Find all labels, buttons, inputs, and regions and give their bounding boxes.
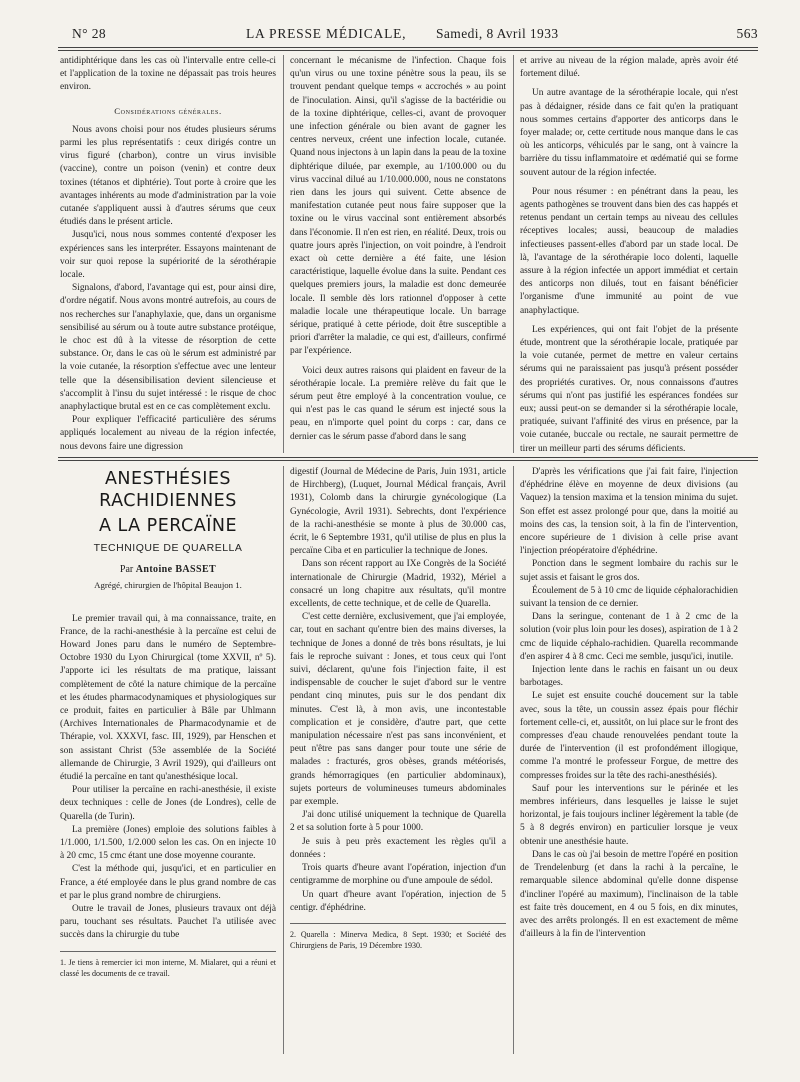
- paragraph: digestif (Journal de Médecine de Paris, Juin 1931, article de Hirchberg), (Luquet, Journal Médical français, Avril 1931), Colomb dans la chirurgie gynécologique (La Gynécologie, Avril 1931). Sebrechts, dont l'expérience de la rachi-anesthésie se monte à plus de 30.000 cas, écrit, le 6 Septembre 1931, qu'il utilise de plus en plus la percaïne Ciba et en particulier la technique de Jones.: [290, 467, 506, 557]
- paragraph: J'ai donc utilisé uniquement la technique de Quarella 2 et sa solution forte à 5 pour 1000.: [290, 810, 506, 834]
- paragraph: Dans son récent rapport au IXe Congrès de la Société internationale de Chirurgie (Madrid, 1932), Mériel a consacré un long chapitre aux résultats, qu'il montre excellents, de cette technique, et de celle de Quarella.: [290, 559, 506, 610]
- article-title-line-2: A LA PERCAÏNE: [98, 516, 238, 536]
- paragraph: Les expériences, qui ont fait l'objet de la présente étude, montrent que la sérothérapie locale, pratiquée par la voie cutanée, permet de mettre en valeur certains sérums qui ne paraissaient pas jusqu'à présent posséder des propriétés curatives. Or, nous connaissons d'autres sérums qui n'ont pas justifié les espérances fondées sur eux; aussi peut-on se demander si la sérothérapie locale, pratiquée, suivant l'affinité des virus en présence, par la voie cutanée, buccale ou rectale, ne saurait permettre de tirer un meilleur parti des sérums déficients.: [520, 324, 738, 454]
- author-line: [60, 563, 276, 576]
- paragraph: Outre le travail de Jones, plusieurs travaux ont déjà paru, touchant ses résultats. Pauchet l'a utilisée avec succès dans la chirurgie du tube: [60, 904, 276, 941]
- column-divider: [513, 466, 514, 1054]
- section-heading: Considérations générales.: [114, 105, 222, 116]
- paragraph: Pour expliquer l'efficacité particulière des sérums appliqués localement au niveau de la région infectée, nous devons faire une digression: [60, 415, 276, 452]
- paragraph: Je suis à peu près exactement les règles qu'il a données :: [290, 836, 506, 860]
- paragraph: Signalons, d'abord, l'avantage qui est, pour ainsi dire, d'ordre négatif. Nous avons montré autrefois, au cours de nos recherches sur l'anaphylaxie, que, dans un organisme sensibilisé au sérum ou à toute autre substance protéique, le choc est dû à la vitesse de résorption de cette substance. Or, dans le cas où le sérum est administré par la voie cutanée, la résorption s'effectue avec une lenteur telle que la désensibilisation devient silencieuse et s'accomplit à l'insu du sujet intéressé : le risque de choc anaphylactique brutal est en ce cas complètement exclu.: [60, 283, 276, 413]
- paragraph: Ponction dans le segment lombaire du rachis sur le sujet assis et faisant le gros dos.: [520, 559, 738, 583]
- header-rule: [58, 47, 758, 51]
- paragraph: Un quart d'heure avant l'opération, injection de 5 centigr. d'éphédrine.: [290, 889, 506, 913]
- issue-date: Samedi, 8 Avril 1933: [436, 26, 559, 41]
- paragraph: Dans le cas où j'ai besoin de mettre l'opéré en position de Trendelenburg (et dans la rachi à la percaïne, le remarquable silence abdominal qu'elle donne dispense d'incliner l'opéré au maximum), l'inclinaison de la table est faite très doucement, en 4 ou 5 fois, en dix minutes, avec des arrêts prolongés. Il en est exactement de même d'ailleurs à la fin de l'intervention: [520, 849, 738, 940]
- paragraph: Écoulement de 5 à 10 cmc de liquide céphalorachidien suivant la tension de ce dernier.: [520, 585, 738, 610]
- footnote-rule: [290, 923, 506, 924]
- top-column-3: [520, 55, 738, 456]
- top-column-1: [60, 55, 276, 454]
- footnote: 2. Quarella : Minerva Medica, 8 Sept. 1930; et Société des Chirurgiens de Paris, 19 Décembre 1930.: [290, 929, 506, 950]
- paragraph: Injection lente dans le rachis en faisant un ou deux barbotages.: [520, 665, 738, 689]
- paragraph: Sauf pour les interventions sur le périnée et les membres inférieurs, dans lesquelles je laisse le sujet horizontal, je fais toujours incliner légèrement la table (de 5 à 8 degrés environ) en particulier lorsque je veux obtenir une anesthésie haute.: [520, 783, 738, 847]
- paragraph: Un autre avantage de la sérothérapie locale, qui n'est pas à dédaigner, réside dans ce fait qu'en la pratiquant nous sommes certains d'apporter des anticorps dans le foyer malade; or, cette certitude nous manque dans le cas où les anticorps, véhiculés par le sang, ont à vaincre la barrière du tissu inflammatoire et œdématié qui se forme souvent autour de la région infectée.: [520, 88, 738, 178]
- author-prefix: Par: [119, 564, 134, 576]
- bottom-column-3: [520, 466, 738, 941]
- article-subtitle: TECHNIQUE DE QUARELLA: [93, 542, 243, 554]
- author-name: Antoine BASSET: [135, 564, 217, 576]
- paragraph: Trois quarts d'heure avant l'opération, injection d'un centigramme de morphine ou d'une ampoule de sédol.: [290, 863, 506, 887]
- paragraph: Nous avons choisi pour nos études plusieurs sérums parmi les plus représentatifs : ceux dirigés contre un virus figuré (charbon), contre un virus invisible (vaccine), contre un poison (venin) et contre deux toxines (tétanos et diphtérie). Tout porte à croire que les avantages inhérents au mode d'administration par la voie cutanée s'appliquent aussi à d'autres sérums que ceux étudiés dans le présent article.: [60, 124, 276, 228]
- footnote: 1. Je tiens à remercier ici mon interne, M. Mialaret, qui a réuni et classé les documents de ce travail.: [60, 957, 276, 978]
- paragraph: Pour utiliser la percaïne en rachi-anesthésie, il existe deux techniques : celle de Jones (de Londres), celle de Quarella (de Turin).: [60, 785, 276, 822]
- article-title: ANESTHÉSIES RACHIDIENNES: [99, 469, 237, 511]
- paragraph: Dans la seringue, contenant de 1 à 2 cmc de la solution (voir plus loin pour les doses), aspiration de 1 à 2 cmc de liquide céphalo-rachidien. Quarella recommande d'en aspirer 4 à 8 cmc. Ceci me semble, jusqu'ici, inutile.: [520, 612, 738, 662]
- issue-number: N° 28: [72, 26, 107, 41]
- column-divider: [283, 55, 284, 453]
- paragraph: concernant le mécanisme de l'infection. Chaque fois qu'un virus ou une toxine pénètre sous la peau, ils se trouvent pendant quelque temps « accrochés » au point de l'inoculation. Ainsi, qu'il s'agisse de la bactéridie ou de la toxine diphtérique, celles-ci, avant de provoquer une infection générale ou bien avant de gagner les centres nerveux, créent une infection locale, cutanée. Quand nous injectons à un lapin dans la peau de la toxine diphtérique diluée, par exemple, au 1/100.000 ou du virus vaccinal dilué au 1/10.000.000, nous ne constatons rien dans les jours qui suivent. Cette absence de manifestation cutanée peut nous faire supposer que la toxine ou le virus vaccinal sont entièrement absorbés dans l'économie. Il n'en est rien, en réalité. Deux, trois ou quatre jours après l'injection, on voit poindre, à l'endroit exact où cette dernière a été faite, une lésion caractéristique, laquelle évolue dans la suite. Pendant ces quelques premiers jours, la maladie est donc demeurée locale. Il semble dès lors rationnel d'opposer à cette maladie locale une thérapeutique locale. Un barrage sérique, pratiqué à cette période, doit être susceptible a priori d'arrêter la maladie, ce qui est, d'ailleurs, confirmé par l'expérience.: [290, 56, 506, 357]
- paragraph: Jusqu'ici, nous nous sommes contenté d'exposer les expériences sans les interpréter. Essayons maintenant de voir sur quoi repose la supériorité de la sérothérapie locale.: [60, 230, 276, 281]
- author-role: Agrégé, chirurgien de l'hôpital Beaujon 1.: [94, 580, 242, 591]
- paragraph: La première (Jones) emploie des solutions faibles à 1/1.000, 1/1.500, 1/2.000 selon les cas. On en injecte 10 à 20 cmc, 15 cmc étant une dose moyenne courante.: [60, 824, 276, 862]
- column-divider: [283, 466, 284, 1054]
- bottom-column-1: [60, 468, 276, 979]
- paragraph: et arrive au niveau de la région malade, après avoir été fortement dilué.: [520, 56, 738, 80]
- bottom-column-2: [290, 466, 506, 951]
- paragraph: C'est la méthode qui, jusqu'ici, et en particulier en France, a été employée dans le plus grand nombre de cas et par le plus grand nombre de chirurgiens.: [60, 864, 276, 901]
- page-header: [58, 26, 758, 46]
- footnote-rule: [60, 951, 276, 952]
- page-number: 563: [736, 26, 758, 41]
- column-divider: [513, 55, 514, 453]
- paragraph: C'est cette dernière, exclusivement, que j'ai employée, car, tout en sachant qu'entre bien des mains diverses, la technique de Jones a donné de très bons résultats, je lui fais le reproche suivant : Jones, et tous ceux qui l'ont suivi, déclarent, qu'une fois l'injection faite, il est indispensable de coucher le sujet d'abord sur le ventre pendant cinq minutes, puis sur le dos pendant dix minutes. C'est là, à mon avis, une incontestable complication et je considère, d'autre part, que cette manipulation nécessaire n'est pas sans inconvénient, et peut n'être pas sans danger pour toute une série de malades : fracturés, gros obèses, grands météorisés, grands hémorragiques (en particulier abdominaux), sujets porteurs de volumineuses tumeurs abdominales par exemple.: [290, 612, 506, 808]
- paragraph: Le sujet est ensuite couché doucement sur la table avec, sous la tête, un coussin assez épais pour fléchir fortement celle-ci, et, aussitôt, on lui place sur le front des compresses d'eau chaude renouvelées pendant toute la durée de l'intervention (il est profondément illogique, comme l'a montré le professeur Forgue, de mettre des compresses froides sur la tête des rachi-anesthésiés).: [520, 691, 738, 781]
- paragraph: Voici deux autres raisons qui plaident en faveur de la sérothérapie locale. La première relève du fait que le sérum peut être employé à la concentration voulue, ce qui n'est pas le cas quand le sérum est injecté sous la peau, en n'importe quel point du corps : car, dans ce dernier cas le sérum passe d'abord dans le sang: [290, 365, 506, 442]
- article-separator: [58, 457, 758, 461]
- paragraph: Pour nous résumer : en pénétrant dans la peau, les agents pathogènes se trouvent dans bien des cas happés et retenus pendant un certain temps au niveau des cellules réceptives locales; aussi, beaucoup de maladies infectieuses passent-elles d'abord par un stade local. De là, l'avantage de la sérothérapie loco dolenti, laquelle assure à la région infectée un apport immédiat et certain des anticorps non dilués, tout en faisant bénéficier l'organisme d'une immunité au point de vue anaphylactique.: [520, 186, 738, 316]
- paragraph: Le premier travail qui, à ma connaissance, traite, en France, de la rachi-anesthésie à la percaïne est celui de Howard Jones paru dans le numéro de Septembre-Octobre 1930 du Lyon Chirurgical (tome XXVII, nº 5). J'apporte ici les résultats de ma pratique, laissant complètement de côté la nature chimique de la percaïne et les études pharmacodynamiques et physiologiques sur ce produit, faites en particulier à Bâle par Uhlmann (Archives Internationales de Pharmacodynamie et de Thérapie, vol. XXXVI, fasc. III, 1929), par Henschen et son assistant Christ (53e assemblée de la Société allemande de Chirurgie, 3 Avril 1929), qui d'ailleurs ont étudié la percaïne en tant qu'anesthésique local.: [60, 613, 276, 783]
- journal-title: LA PRESSE MÉDICALE,: [246, 26, 407, 41]
- top-column-2: [290, 55, 506, 444]
- paragraph: D'après les vérifications que j'ai fait faire, l'injection d'éphédrine élève en moyenne de deux divisions (au Vaquez) la tension maxima et la tension minima du sujet. Son effet est assez prolongé pour que, dans la moitié au moins des cas, la tension soit, à la fin de l'intervention, encore supérieure de 1 division à celle prise avant l'injection préopératoire d'éphédrine.: [520, 467, 738, 557]
- paragraph: antidiphtérique dans les cas où l'intervalle entre celle-ci et l'application de la toxine ne dépassait pas trois heures environ.: [60, 56, 276, 93]
